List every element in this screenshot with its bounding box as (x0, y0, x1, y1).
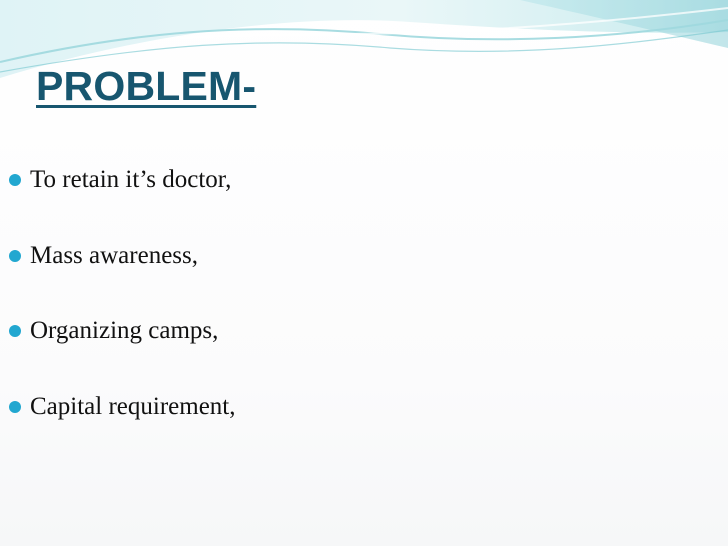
bullet-icon (9, 174, 21, 186)
bullet-item (9, 239, 198, 273)
bullet-icon (9, 401, 21, 413)
bullet-text: Mass awareness, (30, 242, 199, 269)
bullet-text: To retain it’s doctor, (30, 166, 232, 193)
bullet-text: Organizing camps, (30, 317, 219, 344)
bullet-text: Capital requirement, (30, 393, 236, 420)
bullet-item (9, 163, 231, 197)
bullet-icon (9, 250, 21, 262)
bullet-item (9, 314, 218, 348)
bullet-icon (9, 325, 21, 337)
bullet-item (9, 390, 235, 424)
slide-title: PROBLEM- (36, 63, 257, 109)
